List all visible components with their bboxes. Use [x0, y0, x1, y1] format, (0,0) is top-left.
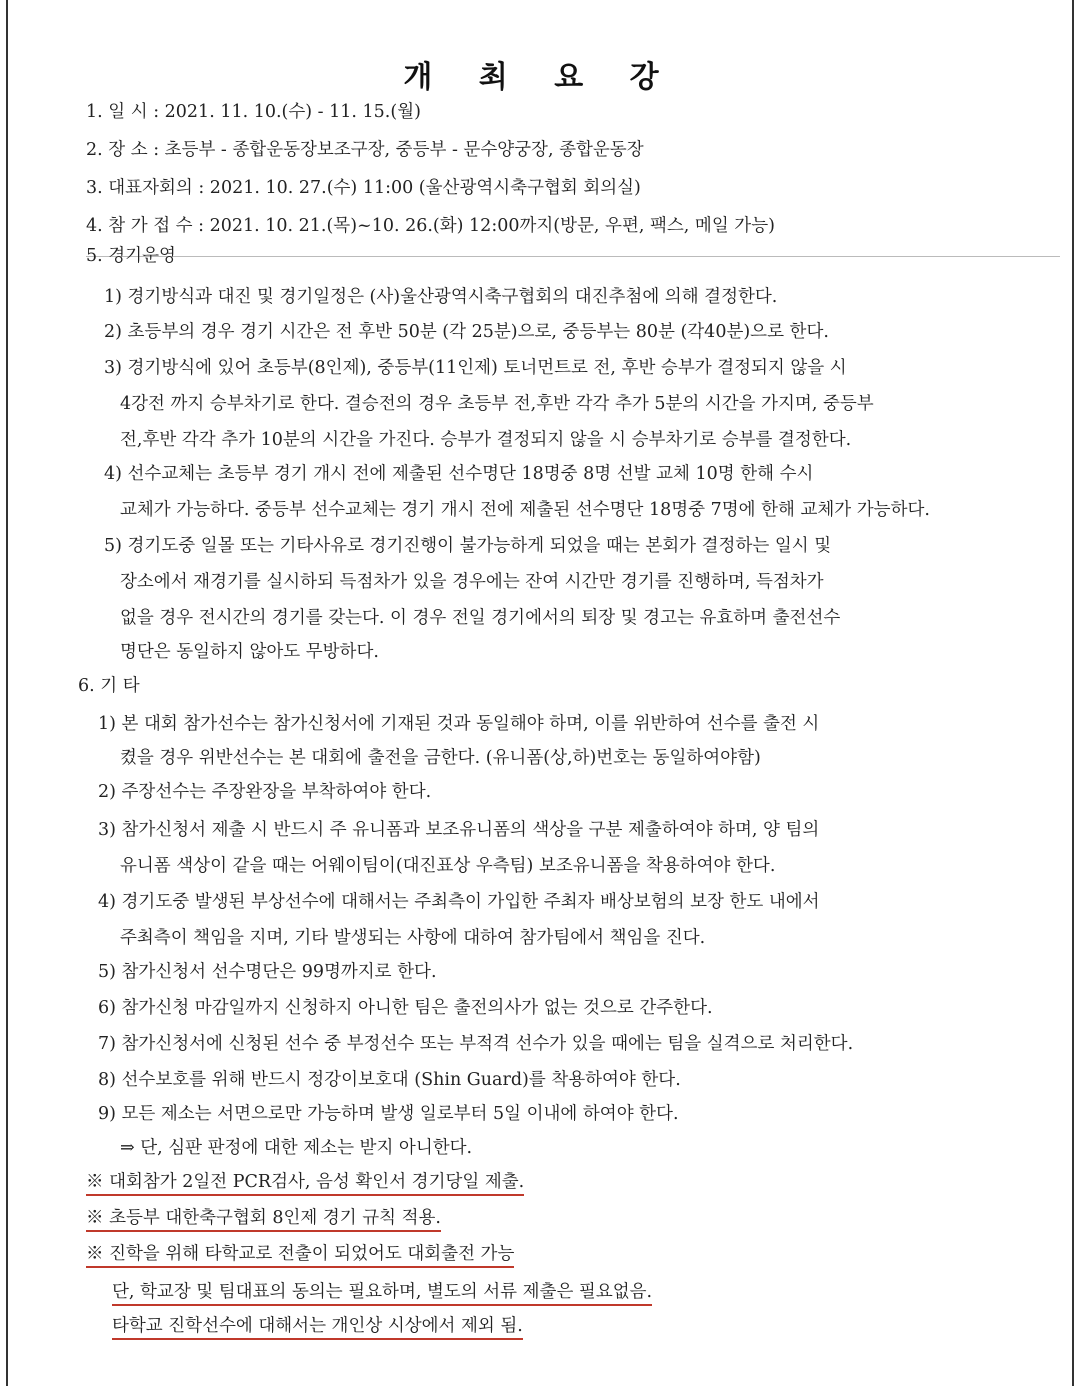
page-border-right — [1072, 0, 1074, 1386]
note-8-player-rules — [86, 1204, 441, 1229]
section-5-heading: 5. 경기운영 — [86, 246, 176, 266]
rule-5-2: 2) 초등부의 경우 경기 시간은 전 후반 50분 (각 25분)으로, 중등부는 80분 (각40분)으로 한다. — [104, 322, 829, 342]
rule-6-5: 5) 참가신청서 선수명단은 99명까지로 한다. — [98, 962, 437, 982]
note-8-player-rules-text: ※ 초등부 대한축구협회 8인제 경기 규칙 적용. — [86, 1208, 441, 1232]
rule-6-9-note: ⇒ 단, 심판 판정에 대한 제소는 받지 아니한다. — [120, 1138, 473, 1158]
section-3-meeting: 3. 대표자회의 : 2021. 10. 27.(수) 11:00 (울산광역시축구협회 회의실) — [86, 178, 641, 198]
rule-5-5: 5) 경기도중 일몰 또는 기타사유로 경기진행이 불가능하게 되었을 때는 본회가 결정하는 일시 및 — [104, 536, 832, 556]
note-transfer-exclusion — [112, 1312, 523, 1337]
note-pcr — [86, 1168, 524, 1193]
rule-6-4-cont: 주최측이 책임을 지며, 기타 발생되는 사항에 대하여 참가팀에서 책임을 진다. — [120, 928, 706, 948]
rule-6-6: 6) 참가신청 마감일까지 신청하지 아니한 팀은 출전의사가 없는 것으로 간주한다. — [98, 998, 713, 1018]
rule-6-8: 8) 선수보호를 위해 반드시 정강이보호대 (Shin Guard)를 착용하여야 한다. — [98, 1070, 681, 1090]
rule-5-4: 4) 선수교체는 초등부 경기 개시 전에 제출된 선수명단 18명중 8명 선발 교체 10명 한해 수시 — [104, 464, 814, 484]
rule-5-1: 1) 경기방식과 대진 및 경기일정은 (사)울산광역시축구협회의 대진추첨에 의해 결정한다. — [104, 287, 778, 307]
rule-6-7: 7) 참가신청서에 신청된 선수 중 부정선수 또는 부적격 선수가 있을 때에는 팀을 실격으로 처리한다. — [98, 1034, 854, 1054]
note-transfer-text: ※ 진학을 위해 타학교로 전출이 되었어도 대회출전 가능 — [86, 1244, 514, 1268]
section-1-dates: 1. 일 시 : 2021. 11. 10.(수) - 11. 15.(월) — [86, 102, 421, 122]
note-transfer-exclusion-text: 타학교 진학선수에 대해서는 개인상 시상에서 제외 됨. — [112, 1316, 523, 1340]
rule-5-3-cont: 전,후반 각각 추가 10분의 시간을 가진다. 승부가 결정되지 않을 시 승부차기로 승부를 결정한다. — [120, 430, 852, 450]
rule-6-3-cont: 유니폼 색상이 같을 때는 어웨이팀이(대진표상 우측팀) 보조유니폼을 착용하여야 한다. — [120, 856, 776, 876]
rule-5-3: 3) 경기방식에 있어 초등부(8인제), 중등부(11인제) 토너먼트로 전, 후반 승부가 결정되지 않을 시 — [104, 358, 847, 378]
section-2-venue: 2. 장 소 : 초등부 - 종합운동장보조구장, 중등부 - 문수양궁장, 종합운동장 — [86, 140, 644, 160]
page-border-left — [6, 0, 8, 1386]
rule-6-1-cont: 켰을 경우 위반선수는 본 대회에 출전을 금한다. (유니폼(상,하)번호는 동일하여야함) — [120, 748, 761, 768]
rule-6-4: 4) 경기도중 발생된 부상선수에 대해서는 주최측이 가입한 주최자 배상보험의 보장 한도 내에서 — [98, 892, 820, 912]
note-transfer-cont — [112, 1278, 652, 1303]
rule-6-3: 3) 참가신청서 제출 시 반드시 주 유니폼과 보조유니폼의 색상을 구분 제출하여야 하며, 양 팀의 — [98, 820, 820, 840]
section-5-divider — [86, 256, 1060, 257]
rule-5-3-cont: 4강전 까지 승부차기로 한다. 결승전의 경우 초등부 전,후반 각각 추가 5분의 시간을 가지며, 중등부 — [120, 394, 874, 414]
document-title: 개 최 요 강 — [403, 60, 677, 95]
rule-6-1: 1) 본 대회 참가선수는 참가신청서에 기재된 것과 동일해야 하며, 이를 위반하여 선수를 출전 시 — [98, 714, 820, 734]
rule-5-5-cont: 명단은 동일하지 않아도 무방하다. — [120, 642, 379, 662]
rule-5-4-cont: 교체가 가능하다. 중등부 선수교체는 경기 개시 전에 제출된 선수명단 18명중 7명에 한해 교체가 가능하다. — [120, 500, 930, 520]
note-transfer — [86, 1240, 514, 1265]
rule-5-5-cont: 장소에서 재경기를 실시하되 득점차가 있을 경우에는 잔여 시간만 경기를 진행하며, 득점차가 — [120, 572, 824, 592]
rule-6-2: 2) 주장선수는 주장완장을 부착하여야 한다. — [98, 782, 432, 802]
rule-6-9: 9) 모든 제소는 서면으로만 가능하며 발생 일로부터 5일 이내에 하여야 한다. — [98, 1104, 679, 1124]
note-pcr-text: ※ 대회참가 2일전 PCR검사, 음성 확인서 경기당일 제출. — [86, 1172, 524, 1196]
section-4-registration: 4. 참 가 접 수 : 2021. 10. 21.(목)~10. 26.(화) 12:00까지(방문, 우편, 팩스, 메일 가능) — [86, 216, 775, 236]
section-6-heading: 6. 기 타 — [78, 676, 140, 696]
note-transfer-cont-text: 단, 학교장 및 팀대표의 동의는 필요하며, 별도의 서류 제출은 필요없음. — [112, 1282, 652, 1306]
rule-5-5-cont: 없을 경우 전시간의 경기를 갖는다. 이 경우 전일 경기에서의 퇴장 및 경고는 유효하며 출전선수 — [120, 608, 841, 628]
